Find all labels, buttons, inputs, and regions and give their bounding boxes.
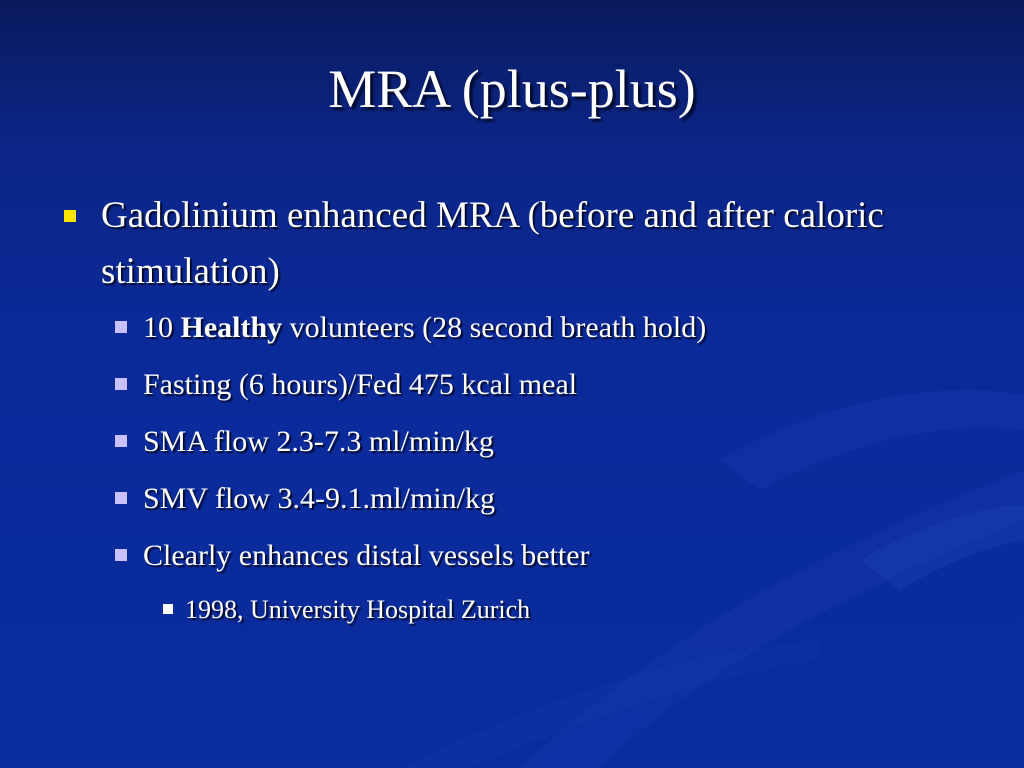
sub-bullet-item (115, 481, 495, 517)
sub-bullet-text: SMV flow 3.4-9.1.ml/min/kg (143, 482, 495, 515)
sub-bullet-text: volunteers (28 second breath hold) (282, 311, 707, 344)
sub-bullet-prefix: 10 (143, 311, 181, 344)
sub-bullet-item (115, 424, 494, 460)
sub-sub-bullet-item (163, 594, 530, 626)
square-bullet-icon (115, 492, 127, 504)
square-bullet-icon (115, 549, 127, 561)
sub-bullet-item (115, 538, 590, 574)
bullet-level1-text: Gadolinium enhanced MRA (before and after caloric stimulation) (101, 195, 884, 292)
slide-title: MRA (plus-plus) (328, 59, 696, 119)
square-bullet-icon (163, 604, 173, 614)
sub-bullet-text: Fasting (6 hours)/Fed 475 kcal meal (143, 368, 578, 401)
sub-bullet-text: Clearly enhances distal vessels better (143, 539, 590, 572)
square-bullet-icon (115, 378, 127, 390)
square-bullet-icon (64, 210, 76, 222)
sub-bullet-text: SMA flow 2.3-7.3 ml/min/kg (143, 425, 494, 458)
sub-bullet-bold-word: Healthy (180, 311, 283, 344)
sub-bullet-item (115, 367, 577, 403)
square-bullet-icon (115, 435, 127, 447)
sub-sub-bullet-text: 1998, University Hospital Zurich (185, 595, 531, 624)
square-bullet-icon (115, 321, 127, 333)
sub-bullet-item (115, 310, 706, 346)
